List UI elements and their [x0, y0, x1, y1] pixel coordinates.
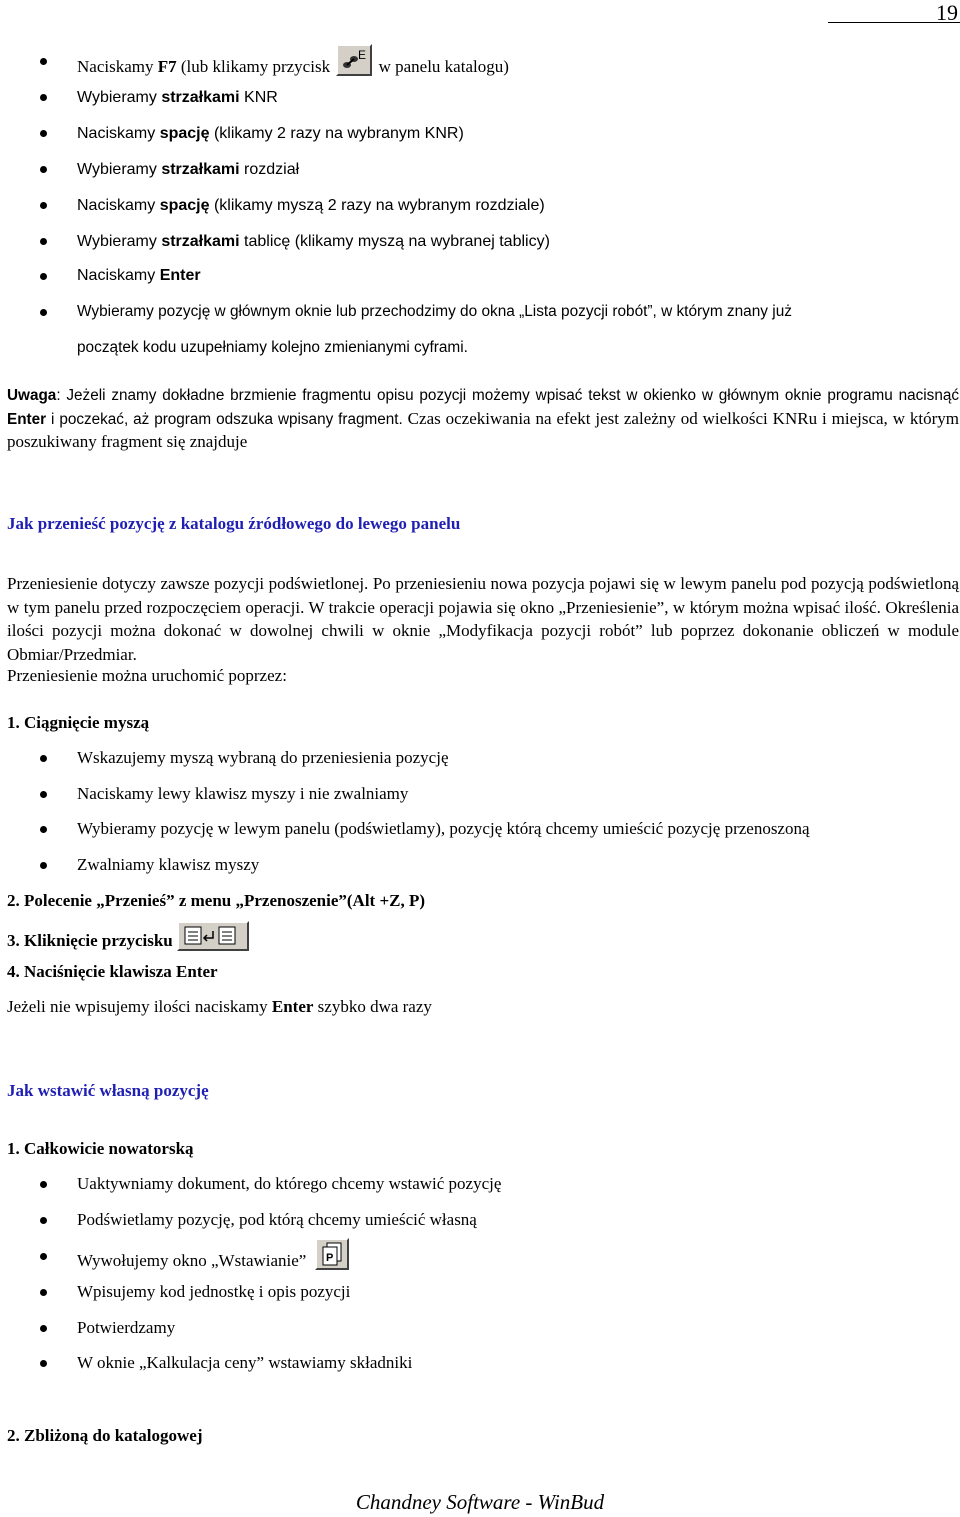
bullet-dot: [40, 1253, 47, 1260]
list-item: Wybieramy strzałkami tablicę (klikamy myszą na wybranej tablicy): [77, 233, 550, 250]
list-item: Naciskamy F7 (lub klikamy przycisk E w panelu katalogu): [77, 52, 509, 84]
intro-text: Przeniesienie można uruchomić poprzez:: [7, 666, 287, 685]
bullet-dot: [40, 94, 47, 101]
bullet-dot: [40, 130, 47, 137]
step-heading: 1. Ciągnięcie myszą: [7, 713, 150, 732]
step-heading: 2. Zbliżoną do katalogowej: [7, 1426, 203, 1445]
list-item: Naciskamy Enter: [77, 267, 201, 284]
list-item: Wybieramy strzałkami KNR: [77, 89, 278, 106]
bullet-dot: [40, 273, 47, 280]
insert-button-icon[interactable]: [315, 1238, 349, 1270]
bullet-dot: [40, 58, 47, 65]
step-heading: 2. Polecenie „Przenieś” z menu „Przenoszenie”(Alt +Z, P): [7, 891, 426, 910]
bullet-dot: [40, 1217, 47, 1224]
page-footer: Chandney Software - WinBud: [355, 1490, 605, 1514]
bullet-dot: [40, 1289, 47, 1296]
step-heading: 3. Kliknięcie przycisku: [7, 927, 249, 957]
list-item: Wybieramy pozycję w lewym panelu (podświetlamy), pozycję którą chcemy umieścić pozycję przenoszoną: [77, 819, 810, 838]
step-heading: 1. Całkowicie nowatorską: [7, 1139, 194, 1158]
bullet-dot: [40, 202, 47, 209]
bullet-dot: [40, 1325, 47, 1332]
step-heading: 4. Naciśnięcie klawisza Enter: [7, 962, 218, 981]
list-item: Potwierdzamy: [77, 1318, 176, 1337]
list-item: Naciskamy lewy klawisz myszy i nie zwalniamy: [77, 784, 409, 803]
section-heading: Jak przenieść pozycję z katalogu źródłowego do lewego panelu: [7, 514, 461, 533]
page-number-rule: [828, 22, 960, 23]
list-item: Uaktywniamy dokument, do którego chcemy wstawić pozycję: [77, 1174, 502, 1193]
list-item: Wybieramy strzałkami rozdział: [77, 161, 300, 178]
bullet-dot: [40, 166, 47, 173]
catalog-button-icon[interactable]: [336, 44, 372, 76]
list-item: Naciskamy spację (klikamy 2 razy na wybranym KNR): [77, 125, 464, 142]
svg-text:P: P: [325, 1252, 333, 1264]
list-item: Wybieramy pozycję w głównym oknie lub przechodzimy do okna „Lista pozycji robót”, w którym znany już: [77, 303, 792, 320]
list-item: Zwalniamy klawisz myszy: [77, 855, 260, 874]
bullet-dot: [40, 862, 47, 869]
note-paragraph: Uwaga: Jeżeli znamy dokładne brzmienie fragmentu opisu pozycji możemy wpisać tekst w okienko w głównym oknie programu nacisnąć Enter i poczekać, aż program odszuka wpisany fragment. Czas oczekiwania na efekt jest zależny od wielkości KNRu i miejsca, w którym poszukiwany fragment się znajduje: [7, 387, 960, 451]
bullet-dot: [40, 755, 47, 762]
list-item: Wywołujemy okno „Wstawianie” P: [77, 1246, 349, 1278]
bullet-dot: [40, 1181, 47, 1188]
section-paragraph: Przeniesienie dotyczy zawsze pozycji podświetlonej. Po przeniesieniu nowa pozycja pojawi się w lewym panelu pod pozycją podświetloną w tym panelu przed rozpoczęciem operacji. W trakcie operacji pojawia się okno „Przeniesienie”, w którym można wpisać ilość. Określenia ilości pozycji można dokonać w dowolnej chwili w oknie „Modyfikacja pozycji robót” lub poprzez dokonanie obliczeń w module Obmiar/Przedmiar.: [7, 574, 959, 664]
bullet-dot: [40, 1360, 47, 1367]
bullet-dot: [40, 826, 47, 833]
list-item: Podświetlamy pozycję, pod którą chcemy umieścić własną: [77, 1210, 477, 1229]
move-button-icon[interactable]: [177, 921, 249, 951]
list-item: Naciskamy spację (klikamy myszą 2 razy na wybranym rozdziale): [77, 197, 545, 214]
section-heading: Jak wstawić własną pozycję: [7, 1081, 209, 1100]
list-item: W oknie „Kalkulacja ceny” wstawiamy składniki: [77, 1353, 413, 1372]
bullet-dot: [40, 238, 47, 245]
svg-text:E: E: [358, 48, 367, 62]
list-item-continuation: początek kodu uzupełniamy kolejno zmienianymi cyframi.: [77, 339, 468, 356]
bullet-dot: [40, 791, 47, 798]
bullet-dot: [40, 309, 47, 316]
list-item: Wpisujemy kod jednostkę i opis pozycji: [77, 1282, 351, 1301]
list-item: Wskazujemy myszą wybraną do przeniesienia pozycję: [77, 748, 449, 767]
note-text: Jeżeli nie wpisujemy ilości naciskamy Enter szybko dwa razy: [7, 997, 432, 1016]
page-number: 19: [936, 0, 958, 25]
